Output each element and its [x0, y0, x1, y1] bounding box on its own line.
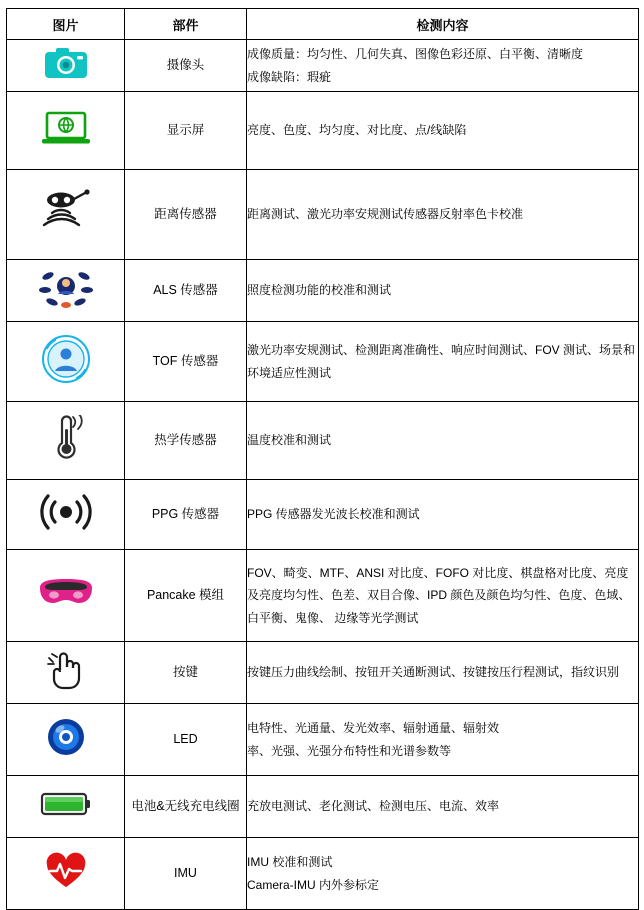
part-name: 电池&无线充电线圈 — [125, 776, 247, 838]
inspection-content: 激光功率安规测试、检测距离准确性、响应时间测试、FOV 测试、场景和环境适应性测试 — [247, 322, 639, 402]
inspection-content: 电特性、光通量、发光效率、辐射通量、辐射效 率、光强、光强分布特性和光谱参数等 — [247, 704, 639, 776]
inspection-content: 亮度、色度、均匀度、对比度、点/线缺陷 — [247, 92, 639, 170]
part-image-cell — [7, 480, 125, 550]
table-row — [7, 838, 639, 910]
inspection-content: 照度检测功能的校准和测试 — [247, 260, 639, 322]
part-name: LED — [125, 704, 247, 776]
part-image-cell — [7, 260, 125, 322]
part-image-cell — [7, 92, 125, 170]
table-row — [7, 480, 639, 550]
ppg-sensor-icon — [7, 490, 124, 534]
table-row — [7, 776, 639, 838]
part-image-cell — [7, 170, 125, 260]
table-row — [7, 40, 639, 92]
part-image-cell — [7, 776, 125, 838]
inspection-table — [6, 8, 639, 910]
inspection-content: PPG 传感器发光波长校准和测试 — [247, 480, 639, 550]
part-name: 热学传感器 — [125, 402, 247, 480]
inspection-content: 温度校准和测试 — [247, 402, 639, 480]
table-row — [7, 704, 639, 776]
part-image-cell — [7, 838, 125, 910]
part-image-cell — [7, 322, 125, 402]
part-name: 摄像头 — [125, 40, 247, 92]
part-name: 按键 — [125, 642, 247, 704]
part-name: IMU — [125, 838, 247, 910]
table-row — [7, 260, 639, 322]
table-row — [7, 170, 639, 260]
inspection-content: 按键压力曲线绘制、按钮开关通断测试、按键按压行程测试，指纹识别 — [247, 642, 639, 704]
table-row — [7, 402, 639, 480]
distance-sensor-icon — [7, 189, 124, 235]
laptop-display-icon — [7, 109, 124, 147]
als-sensor-icon — [7, 266, 124, 310]
table-row — [7, 92, 639, 170]
button-press-icon — [7, 648, 124, 692]
part-image-cell — [7, 402, 125, 480]
part-name: PPG 传感器 — [125, 480, 247, 550]
part-name: 显示屏 — [125, 92, 247, 170]
inspection-content: 距离测试、激光功率安规测试传感器反射率色卡校准 — [247, 170, 639, 260]
camera-icon — [7, 45, 124, 81]
part-name: 距离传感器 — [125, 170, 247, 260]
part-image-cell — [7, 550, 125, 642]
column-header-content: 检测内容 — [247, 9, 639, 40]
led-icon — [7, 716, 124, 758]
header-row — [7, 9, 639, 40]
table-header — [7, 9, 639, 40]
part-name: TOF 传感器 — [125, 322, 247, 402]
inspection-content: 成像质量：均匀性、几何失真、图像色彩还原、白平衡、清晰度 成像缺陷：瑕疵 — [247, 40, 639, 92]
tof-sensor-icon — [7, 334, 124, 384]
part-name: Pancake 模组 — [125, 550, 247, 642]
heart-pulse-icon — [7, 851, 124, 891]
column-header-part: 部件 — [125, 9, 247, 40]
table-row — [7, 322, 639, 402]
inspection-content: 充放电测试、老化测试、检测电压、电流、效率 — [247, 776, 639, 838]
part-image-cell — [7, 40, 125, 92]
table-body — [7, 40, 639, 910]
part-image-cell — [7, 704, 125, 776]
part-image-cell — [7, 642, 125, 704]
part-name: ALS 传感器 — [125, 260, 247, 322]
pancake-module-icon — [7, 576, 124, 610]
column-header-image: 图片 — [7, 9, 125, 40]
inspection-content: IMU 校准和测试 Camera-IMU 内外参标定 — [247, 838, 639, 910]
battery-icon — [7, 790, 124, 818]
inspection-content: FOV、畸变、MTF、ANSI 对比度、FOFO 对比度、棋盘格对比度、亮度及亮度均匀性、色差、双目合像、IPD 颜色及颜色均匀性、色度、色域、白平衡、鬼像、 边缘等光学测试 — [247, 550, 639, 642]
table-row — [7, 550, 639, 642]
table-row — [7, 642, 639, 704]
thermometer-icon — [7, 415, 124, 461]
